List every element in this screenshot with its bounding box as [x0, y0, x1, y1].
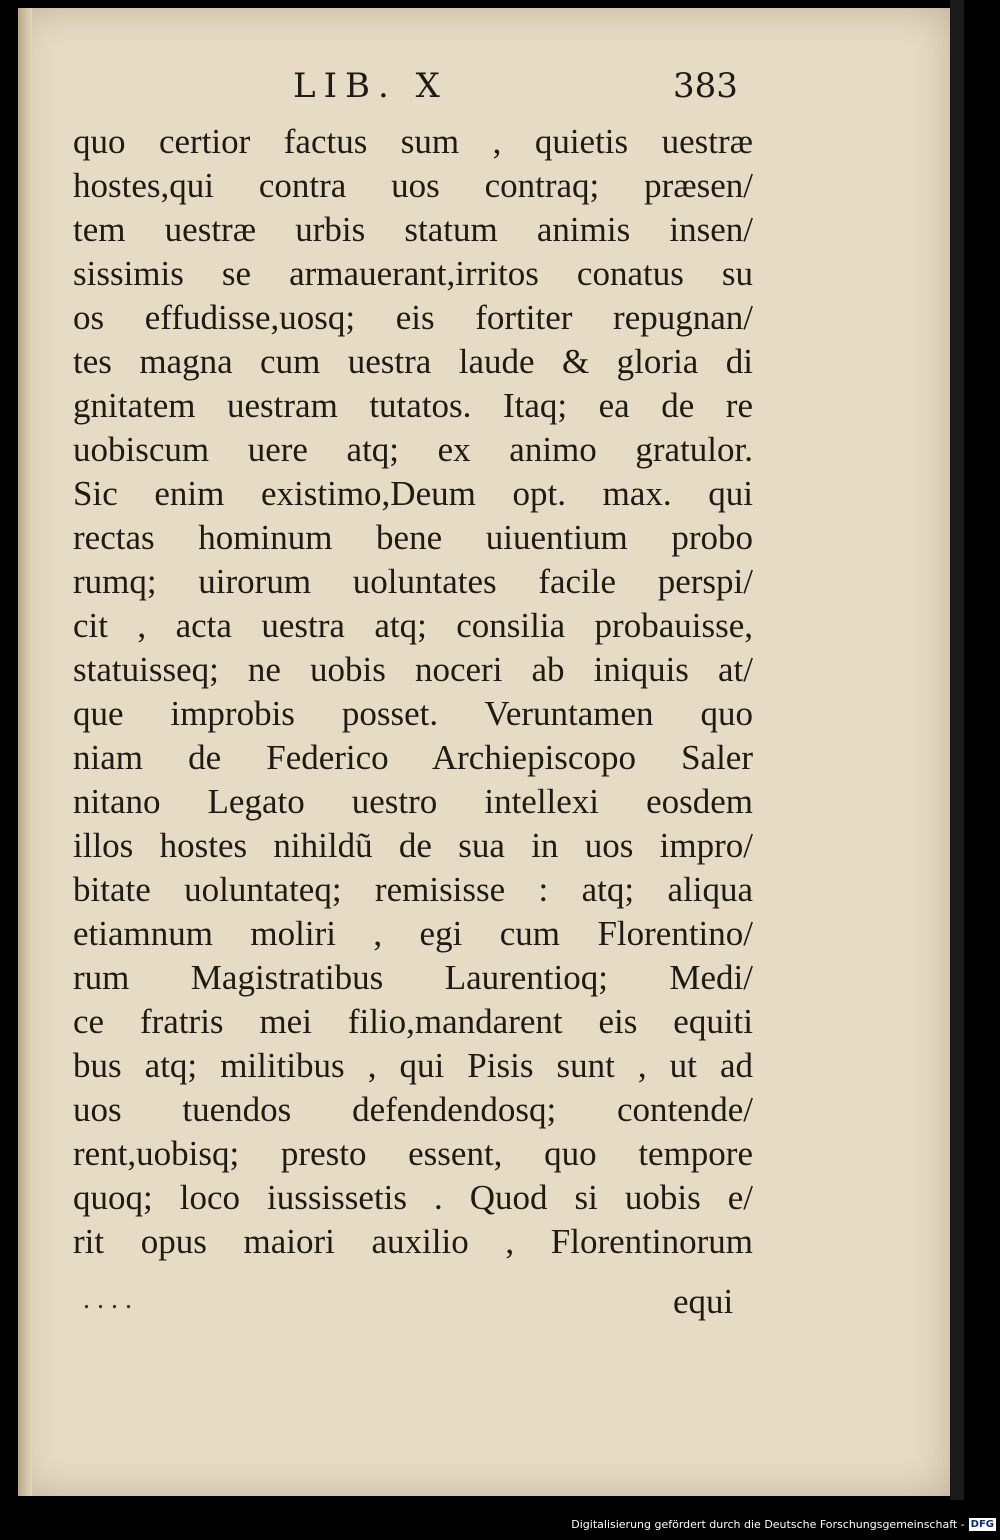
book-page	[18, 8, 950, 1496]
text-line: etiamnum moliri , egi cum Florentino/	[73, 914, 753, 953]
text-line: rectas hominum bene uiuentium probo	[73, 518, 753, 557]
text-line: quoq; loco iussissetis . Quod si uobis e/	[73, 1178, 753, 1217]
text-line: tes magna cum uestra laude & gloria di	[73, 342, 753, 381]
text-line: nitano Legato uestro intellexi eosdem	[73, 782, 753, 821]
text-line: ce fratris mei filio,mandarent eis equiti	[73, 1002, 753, 1041]
folio-number: 383	[673, 66, 738, 106]
text-line: hostes,qui contra uos contraq; præsen/	[73, 166, 753, 205]
text-line: rit opus maiori auxilio , Florentinorum	[73, 1222, 753, 1261]
text-line: os effudisse,uosq; eis fortiter repugnan/	[73, 298, 753, 337]
text-line: illos hostes nihildũ de sua in uos impro/	[73, 826, 753, 865]
funding-credit-text: Digitalisierung gefördert durch die Deutsche Forschungsgemeinschaft -	[571, 1517, 965, 1531]
text-line: que improbis posset. Veruntamen quo	[73, 694, 753, 733]
text-line: tem uestræ urbis statum animis insen/	[73, 210, 753, 249]
footer-credit	[571, 1514, 996, 1534]
running-title: LIB. X	[293, 66, 448, 106]
page-header	[18, 66, 950, 116]
book-cover-edge	[950, 0, 964, 1500]
text-line: rumq; uirorum uoluntates facile perspi/	[73, 562, 753, 601]
text-line: uobiscum uere atq; ex animo gratulor.	[73, 430, 753, 469]
text-line: sissimis se armauerant,irritos conatus su	[73, 254, 753, 293]
page-gutter-edge	[18, 8, 32, 1496]
text-line: uos tuendos defendendosq; contende/	[73, 1090, 753, 1129]
text-line: cit , acta uestra atq; consilia probauisse,	[73, 606, 753, 645]
catchword: equi	[673, 1282, 734, 1321]
text-block	[73, 120, 753, 1264]
text-line: bus atq; militibus , qui Pisis sunt , ut ad	[73, 1046, 753, 1085]
signature-mark: . . . .	[83, 1284, 132, 1315]
dfg-logo-icon: DFG	[970, 1518, 994, 1530]
text-line: bitate uoluntateq; remisisse : atq; aliqua	[73, 870, 753, 909]
text-line: niam de Federico Archiepiscopo Saler	[73, 738, 753, 777]
text-line: rum Magistratibus Laurentioq; Medi/	[73, 958, 753, 997]
text-line: gnitatem uestram tutatos. Itaq; ea de re	[73, 386, 753, 425]
text-line: rent,uobisq; presto essent, quo tempore	[73, 1134, 753, 1173]
text-line: quo certior factus sum , quietis uestræ	[73, 122, 753, 161]
text-line: Sic enim existimo,Deum opt. max. qui	[73, 474, 753, 513]
text-line: statuisseq; ne uobis noceri ab iniquis at/	[73, 650, 753, 689]
